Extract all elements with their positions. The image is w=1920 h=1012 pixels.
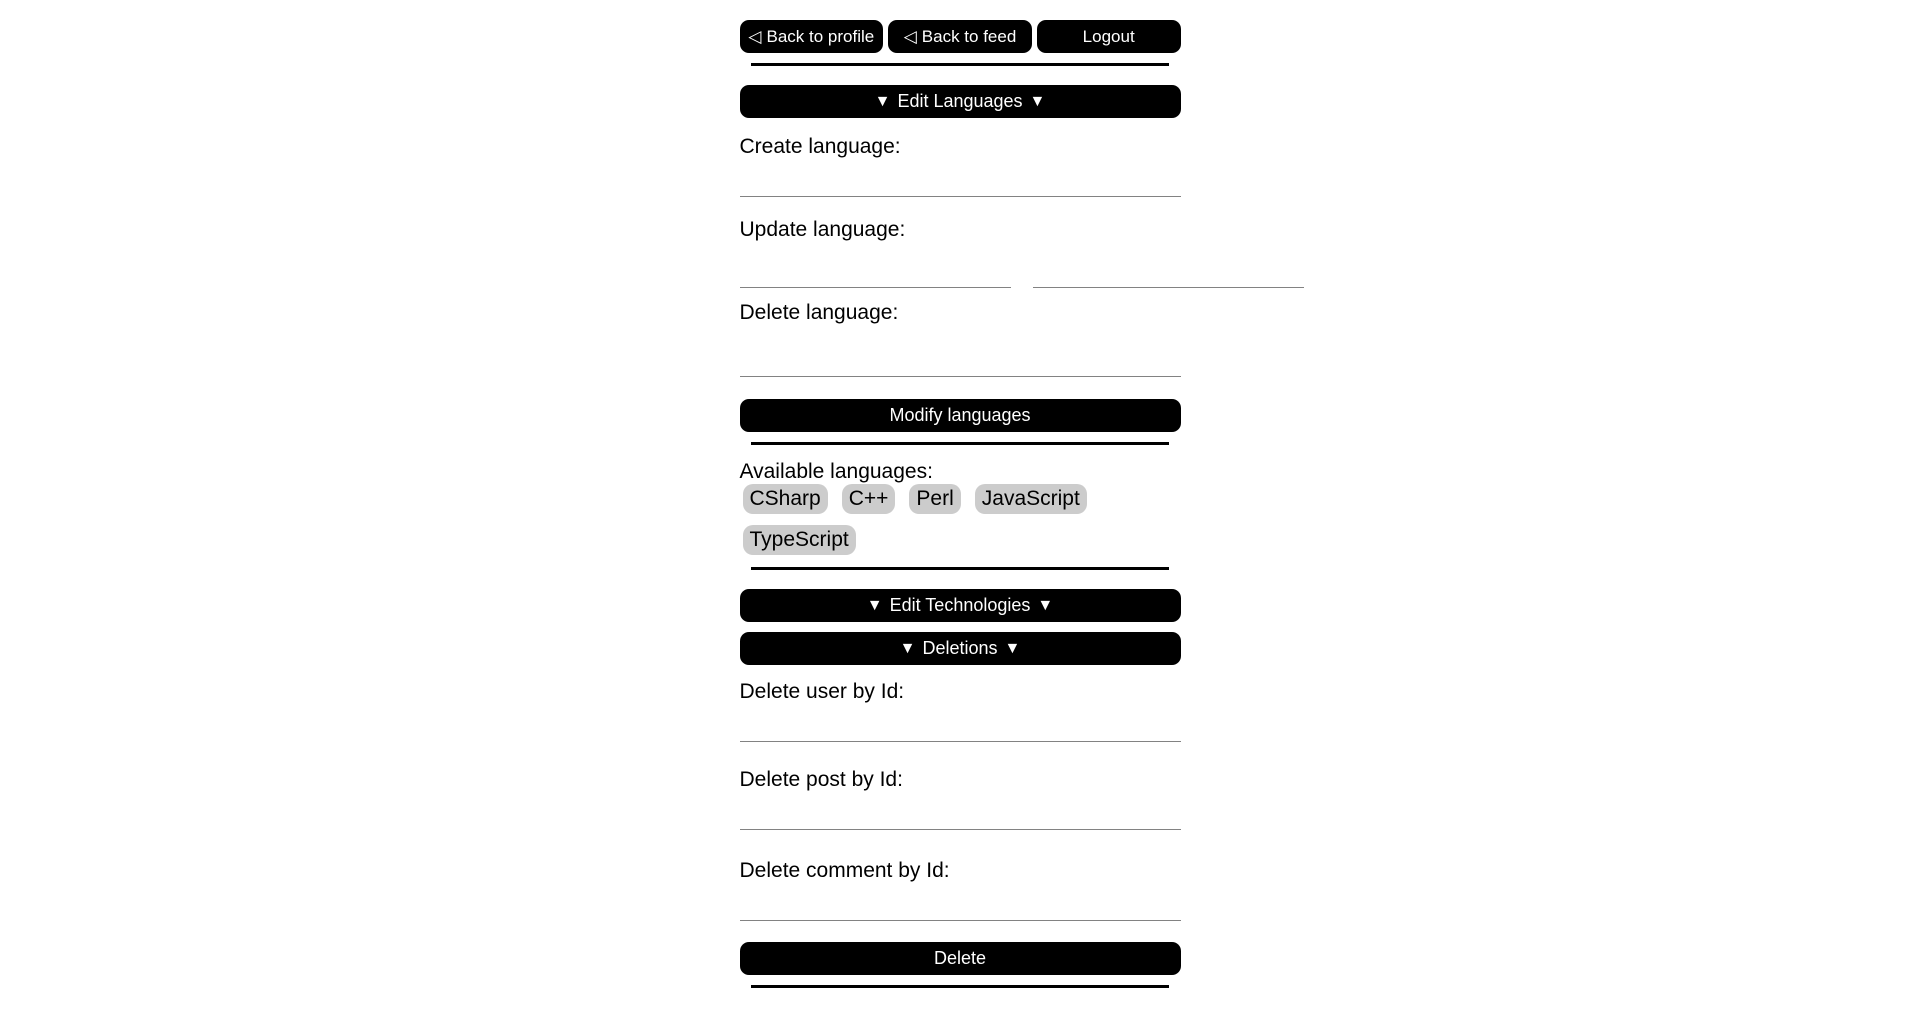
update-language-new-input[interactable] (1033, 250, 1304, 288)
update-language-input-pair (740, 250, 1181, 288)
edit-languages-toggle[interactable] (740, 85, 1181, 118)
delete-user-input[interactable] (740, 704, 1181, 742)
caret-down-icon: ▼ (1029, 92, 1046, 110)
back-to-profile-button[interactable] (740, 20, 884, 53)
language-tag: Perl (909, 484, 960, 514)
header-button-row (740, 20, 1181, 53)
edit-technologies-toggle-label: Edit Technologies (889, 595, 1031, 615)
caret-down-icon: ▼ (899, 639, 916, 657)
delete-language-label: Delete language: (739, 301, 899, 324)
logout-label: Logout (1082, 26, 1135, 46)
caret-down-icon: ▼ (1004, 639, 1021, 657)
logout-button[interactable] (1037, 20, 1181, 53)
divider (751, 985, 1170, 988)
delete-comment-input[interactable] (740, 883, 1181, 921)
delete-post-input[interactable] (740, 792, 1181, 830)
delete-user-label: Delete user by Id: (739, 680, 905, 703)
caret-down-icon: ▼ (1037, 596, 1054, 614)
create-language-input[interactable] (740, 159, 1181, 197)
language-tag: TypeScript (743, 525, 856, 555)
available-languages-label: Available languages: (739, 460, 933, 483)
edit-technologies-toggle[interactable] (740, 589, 1181, 622)
delete-comment-label: Delete comment by Id: (739, 859, 950, 882)
delete-button-label: Delete (933, 948, 987, 968)
deletions-toggle[interactable] (740, 632, 1181, 665)
delete-language-input[interactable] (740, 339, 1181, 377)
admin-panel (740, 0, 1181, 988)
language-tag-list (740, 484, 1181, 555)
back-icon: ◁ (903, 26, 917, 46)
back-icon: ◁ (748, 26, 762, 46)
modify-languages-label: Modify languages (889, 405, 1031, 425)
update-language-label: Update language: (739, 218, 906, 241)
caret-down-icon: ▼ (866, 596, 883, 614)
deletions-toggle-label: Deletions (922, 638, 998, 658)
back-to-feed-button[interactable] (888, 20, 1032, 53)
language-tag: CSharp (743, 484, 828, 514)
language-tag: JavaScript (975, 484, 1087, 514)
back-to-feed-label: Back to feed (921, 26, 1017, 46)
delete-button[interactable] (740, 942, 1181, 975)
caret-down-icon: ▼ (874, 92, 891, 110)
back-to-profile-label: Back to profile (766, 26, 875, 46)
create-language-label: Create language: (739, 135, 901, 158)
delete-post-label: Delete post by Id: (739, 768, 903, 791)
divider (751, 63, 1170, 66)
divider (751, 567, 1170, 570)
language-tag: C++ (842, 484, 896, 514)
edit-languages-toggle-label: Edit Languages (897, 91, 1023, 111)
update-language-old-input[interactable] (740, 250, 1011, 288)
divider (751, 442, 1170, 445)
modify-languages-button[interactable] (740, 399, 1181, 432)
